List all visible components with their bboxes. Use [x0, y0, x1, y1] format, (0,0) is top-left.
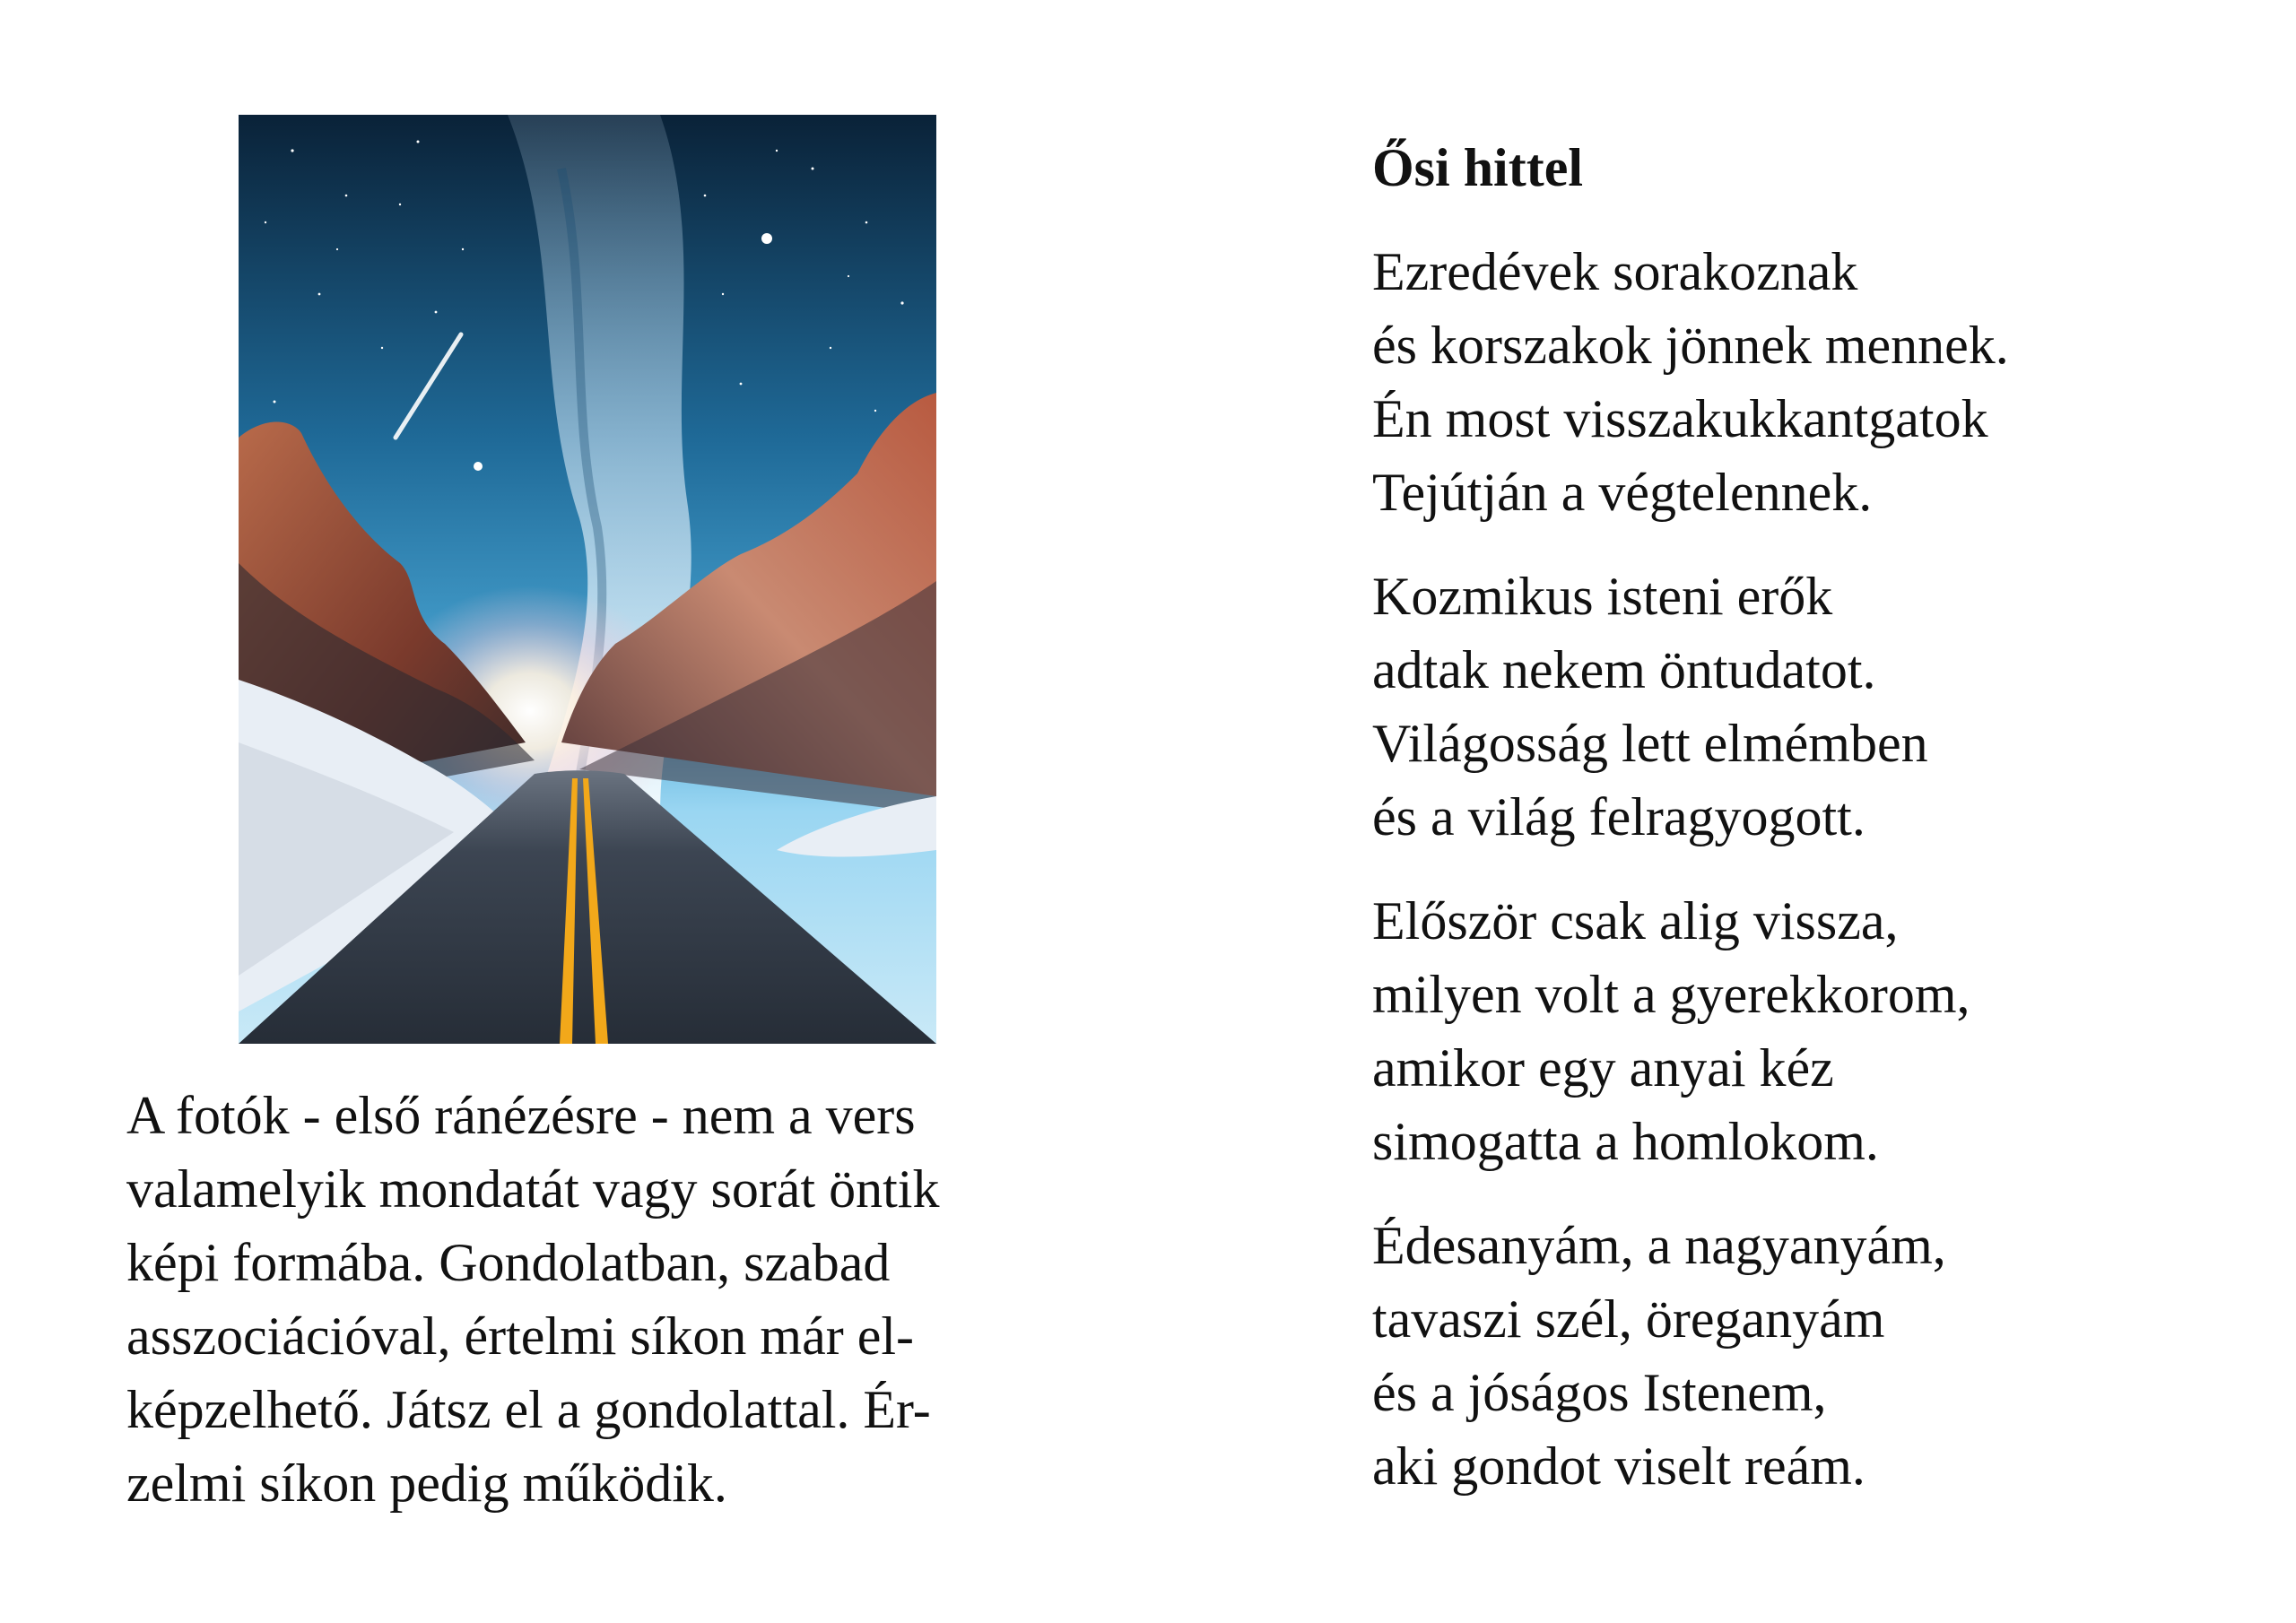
poem-line: és korszakok jönnek mennek.: [1372, 316, 2009, 375]
poem-line: Tejútján a végtelennek.: [1372, 463, 1873, 522]
caption-line: asszociációval, értelmi síkon már el-: [126, 1306, 914, 1366]
poem-line: Ezredévek sorakoznak: [1372, 242, 1858, 301]
photo-illustration: [239, 115, 936, 1044]
poem-line: Én most visszakukkantgatok: [1372, 389, 1988, 448]
poem-line: adtak nekem öntudatot.: [1372, 640, 1876, 699]
poem-line: Világosság lett elmémben: [1372, 714, 1928, 773]
poem-line: Édesanyám, a nagyanyám,: [1372, 1216, 1946, 1275]
poem-stanza-2: [1372, 560, 2269, 854]
poem-line: simogatta a homlokom.: [1372, 1112, 1879, 1171]
caption-line: A fotók - első ránézésre - nem a vers: [126, 1086, 916, 1145]
caption-line: zelmi síkon pedig működik.: [126, 1454, 727, 1513]
poem-title: Ősi hittel: [1372, 138, 1583, 197]
poem-line: aki gondot viselt reám.: [1372, 1436, 1866, 1496]
poem: [1372, 131, 2269, 1533]
milky-way-road-photo: [239, 115, 936, 1044]
photo-caption: [126, 1079, 1077, 1520]
poem-stanza-1: [1372, 235, 2269, 529]
poem-line: és a jóságos Istenem,: [1372, 1363, 1827, 1422]
caption-line: képi formába. Gondolatban, szabad: [126, 1233, 891, 1292]
poem-line: tavaszi szél, öreganyám: [1372, 1289, 1885, 1349]
poem-line: és a világ felragyogott.: [1372, 787, 1866, 846]
poem-line: milyen volt a gyerekkorom,: [1372, 965, 1970, 1024]
poem-line: amikor egy anyai kéz: [1372, 1038, 1834, 1098]
poem-stanza-4: [1372, 1209, 2269, 1503]
caption-line: valamelyik mondatát vagy sorát öntik: [126, 1159, 940, 1219]
caption-line: képzelhető. Játsz el a gondolattal. Ér-: [126, 1380, 931, 1439]
poem-stanza-3: [1372, 884, 2269, 1178]
poem-line: Először csak alig vissza,: [1372, 891, 1899, 950]
poem-line: Kozmikus isteni erők: [1372, 567, 1833, 626]
